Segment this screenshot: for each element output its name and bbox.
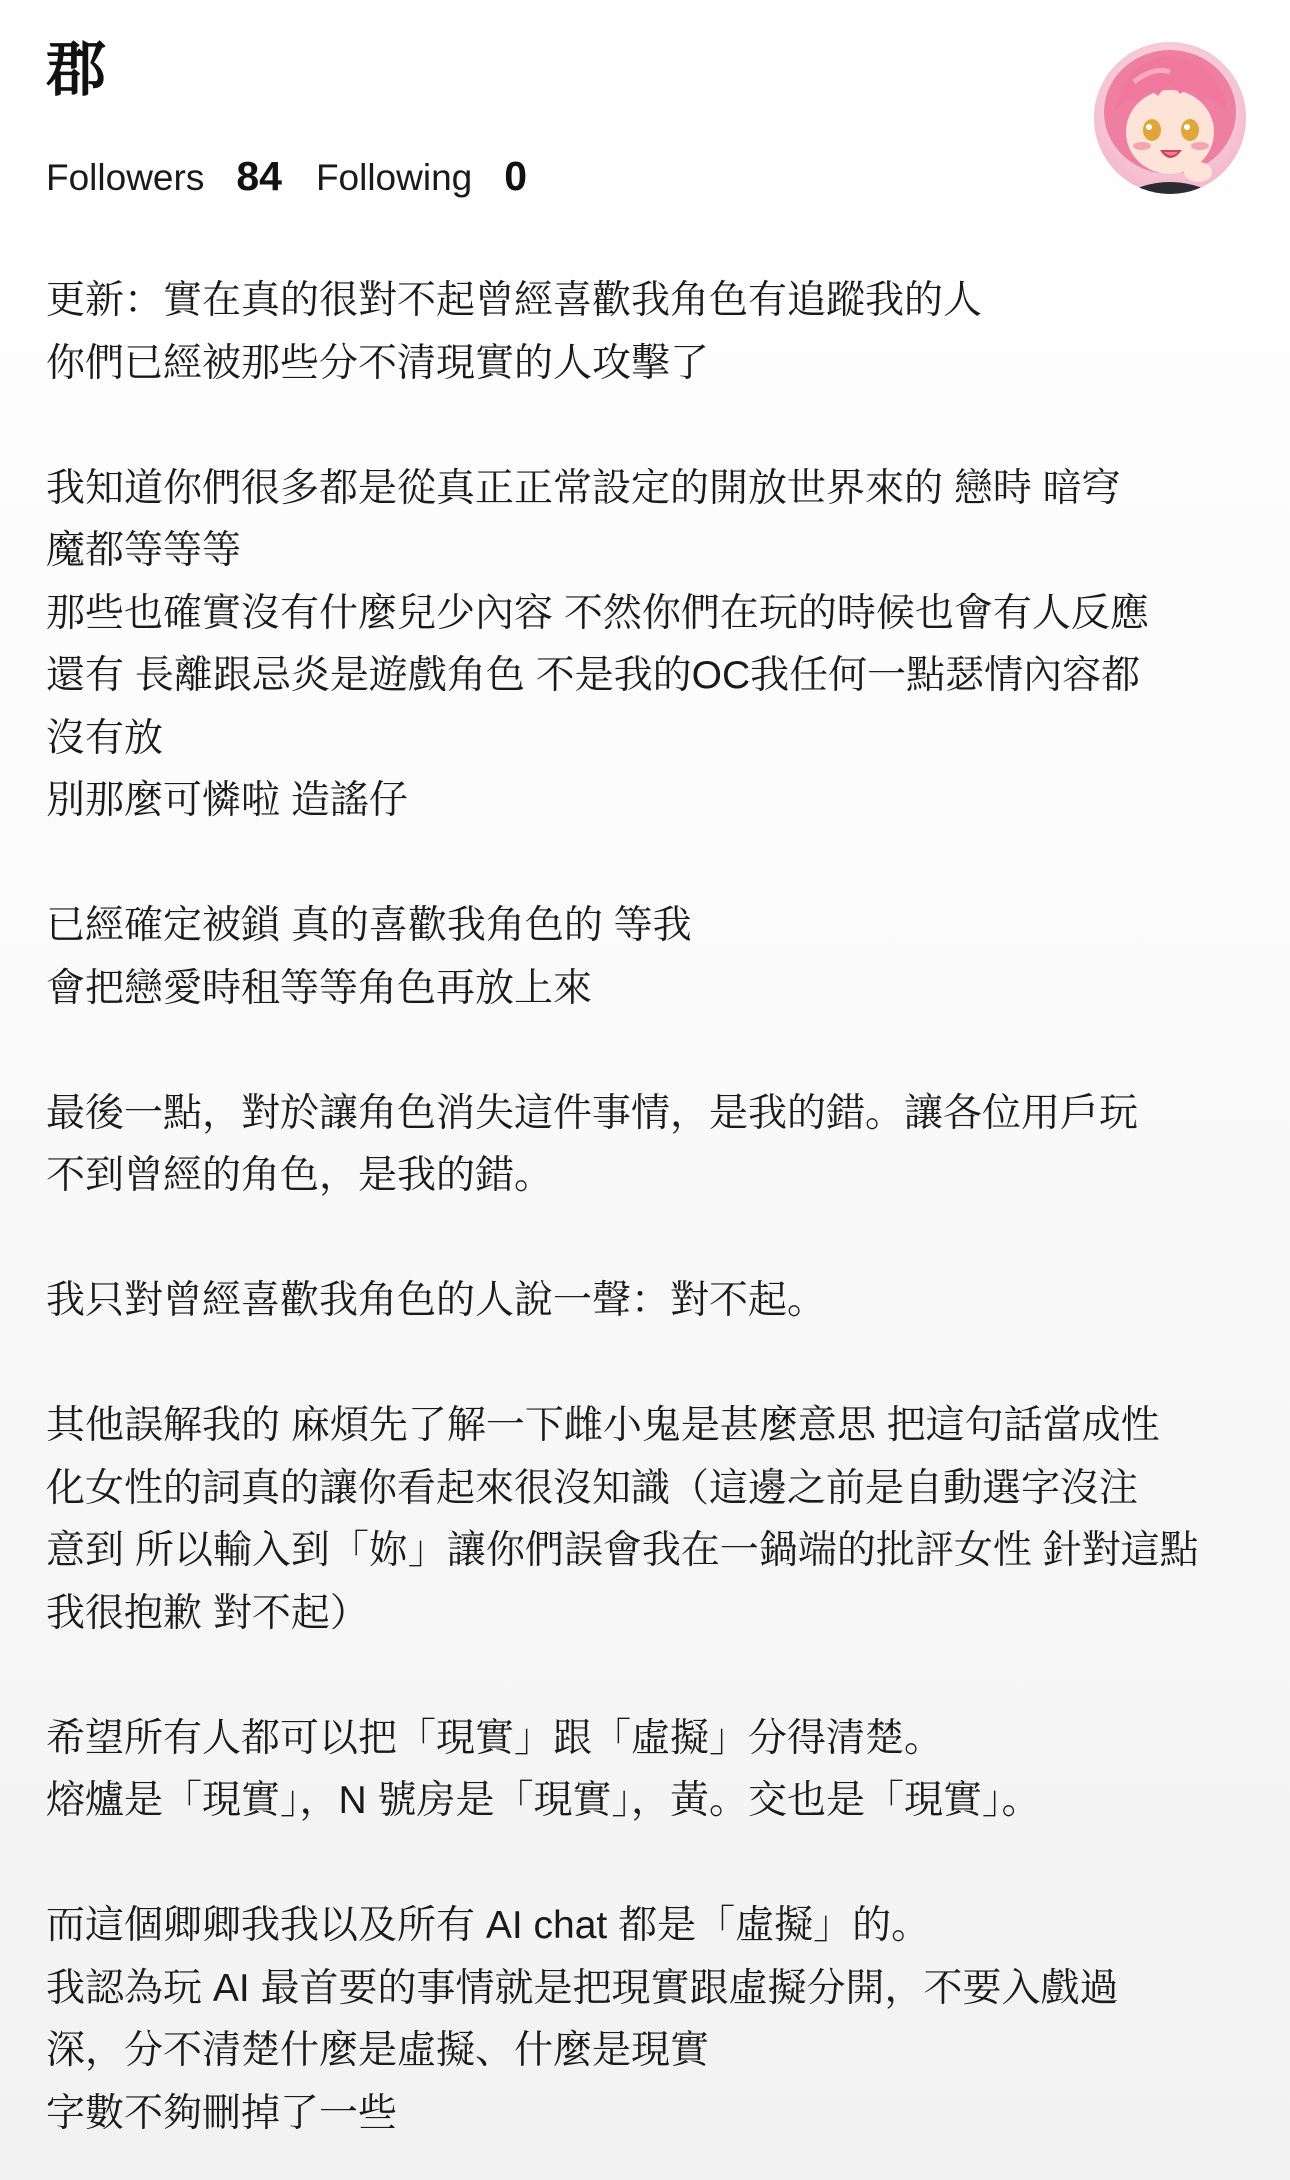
profile-stats (46, 148, 561, 206)
following-count[interactable]: 0 (504, 153, 528, 199)
bio-line: 意到 所以輸入到「妳」讓你們誤會我在一鍋端的批評女性 針對這點 (46, 1529, 1199, 1572)
bio-line: 最後一點，對於讓角色消失這件事情，是我的錯。讓各位用戶玩 (46, 1091, 1139, 1135)
bio-line: 希望所有人都可以把「現實」跟「虛擬」分得清楚。 (46, 1716, 944, 1760)
followers-label[interactable]: Followers (46, 157, 205, 198)
bio-line: 沒有放 (46, 716, 164, 760)
bio-text (46, 270, 1246, 2145)
bio-line: 我認為玩 AI 最首要的事情就是把現實跟虛擬分開，不要入戲過 (46, 1966, 1119, 2010)
bio-line: 不到曾經的角色，是我的錯。 (46, 1154, 554, 1197)
bio-line: 而這個卿卿我我以及所有 AI chat 都是「虛擬」的。 (46, 1904, 931, 1947)
bio-blank-line (46, 833, 1246, 896)
bio-line: 其他誤解我的 麻煩先了解一下雌小鬼是甚麼意思 把這句話當成性 (46, 1404, 1160, 1447)
bio-line: 你們已經被那些分不清現實的人攻擊了 (46, 341, 710, 385)
bio-blank-line (46, 395, 1246, 458)
avatar[interactable] (1094, 42, 1246, 194)
bio-line: 別那麼可憐啦 造謠仔 (46, 779, 408, 822)
bio-line: 熔爐是「現實」，N 號房是「現實」，黃。交也是「現實」。 (46, 1779, 1041, 1822)
bio-line: 還有 長離跟忌炎是遊戲角色 不是我的OC我任何一點瑟情內容都 (46, 654, 1141, 697)
bio-blank-line (46, 1833, 1246, 1896)
bio-line: 字數不夠刪掉了一些 (46, 2091, 398, 2135)
bio-blank-line (46, 1020, 1246, 1083)
bio-line: 深，分不清楚什麼是虛擬、什麼是現實 (46, 2029, 710, 2072)
profile-name: 郡 (46, 36, 106, 103)
bio-blank-line (46, 1208, 1246, 1271)
bio-line: 那些也確實沒有什麼兒少內容 不然你們在玩的時候也會有人反應 (46, 591, 1149, 635)
bio-line: 魔都等等等 (46, 529, 242, 572)
bio-blank-line (46, 1333, 1246, 1396)
bio-line: 我很抱歉 對不起） (46, 1591, 369, 1635)
following-label[interactable]: Following (315, 157, 473, 198)
bio-line: 我只對曾經喜歡我角色的人說一聲：對不起。 (46, 1279, 827, 1322)
bio-line: 會把戀愛時租等等角色再放上來 (46, 966, 593, 1010)
bio-line: 已經確定被鎖 真的喜歡我角色的 等我 (46, 904, 692, 947)
bio-line: 我知道你們很多都是從真正正常設定的開放世界來的 戀時 暗穹 (46, 466, 1121, 510)
followers-count[interactable]: 84 (236, 153, 282, 199)
avatar-icon (1094, 42, 1246, 194)
bio-line: 更新：實在真的很對不起曾經喜歡我角色有追蹤我的人 (46, 279, 983, 322)
bio-line: 化女性的詞真的讓你看起來很沒知識（這邊之前是自動選字沒注 (46, 1466, 1139, 1510)
bio-blank-line (46, 1645, 1246, 1708)
